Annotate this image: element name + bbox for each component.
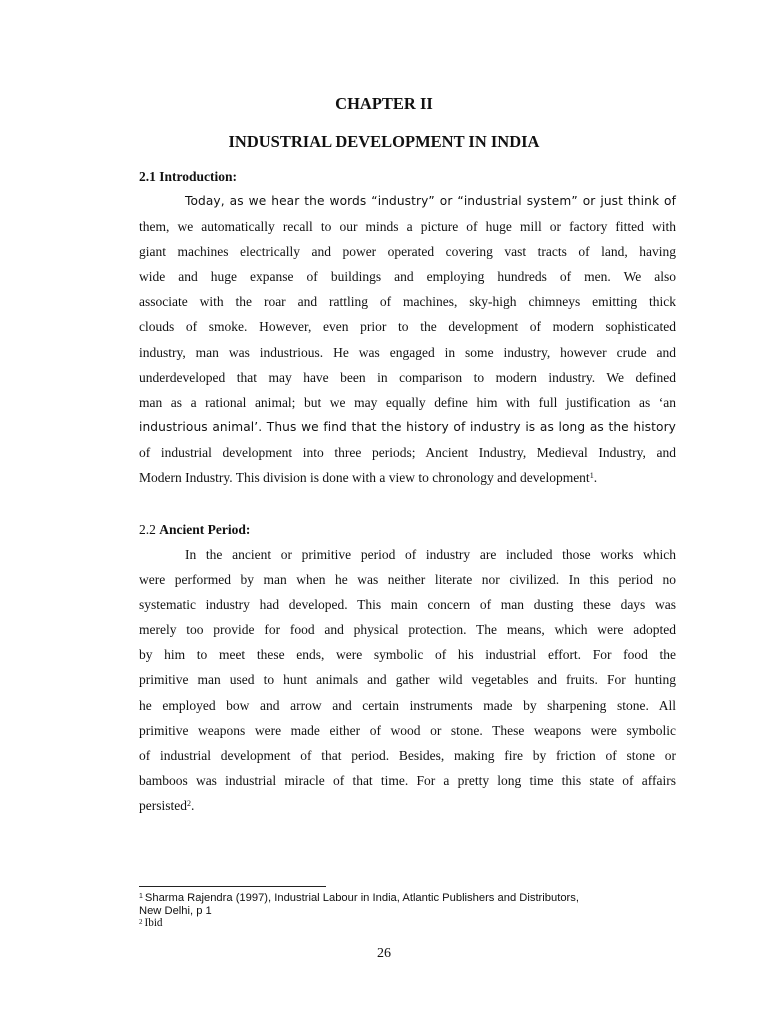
footnote-number: 2 (139, 918, 143, 926)
text-line: of industrial development into three periods; Ancient Industry, Medieval Industry, and (139, 444, 676, 460)
text-line: primitive weapons were made either of wood or stone. These weapons were symbolic (139, 722, 676, 738)
section-ancient-period (139, 517, 676, 818)
section-heading (139, 517, 676, 542)
text-line: primitive man used to hunt animals and gather wild vegetables and fruits. For hunting (139, 672, 676, 688)
section-heading (139, 164, 676, 189)
footnote-number: 1 (139, 893, 143, 900)
footnote-1 (139, 892, 679, 905)
paragraph (139, 189, 676, 490)
chapter-label: CHAPTER II (335, 94, 433, 113)
text-line: man as a rational animal; but we may equally define him with full justification as ‘an (139, 394, 676, 410)
text-line-last (139, 793, 676, 818)
text-line: bamboos was industrial miracle of that time. For a pretty long time this state of affairs (139, 772, 676, 788)
footnote-text: New Delhi, p 1 (139, 904, 212, 917)
footnote-2 (139, 917, 679, 930)
footnote-text: Sharma Rajendra (1997), Industrial Labour in India, Atlantic Publishers and Distributors, (144, 892, 579, 904)
text-line: wide and huge expanse of buildings and employing hundreds of men. We also (139, 269, 676, 285)
text-line-content: Modern Industry. This division is done with a view to chronology and development (139, 470, 590, 486)
footnote-ref[interactable]: 2 (187, 798, 191, 808)
text-line: of industrial development of that period. Besides, making fire by friction of stone or (139, 747, 676, 763)
page-number: 26 (377, 946, 391, 961)
text-line: by him to meet these ends, were symbolic of his industrial effort. For food the (139, 647, 676, 663)
footnote-divider (139, 886, 326, 887)
section-title: Introduction: (159, 169, 238, 184)
text-line-last (139, 465, 676, 490)
text-line-content: persisted (139, 797, 187, 813)
text-line: industrious animal’. Thus we find that the history of industry is as long as the history (139, 419, 676, 434)
text-line: underdeveloped that may have been in comparison to modern industry. We defined (139, 369, 676, 385)
line-end: . (593, 470, 598, 486)
footnote-text: Ibid (144, 917, 163, 929)
line-end: . (191, 797, 195, 813)
text-line: In the ancient or primitive period of industry are included those works which (185, 547, 676, 562)
text-line: he employed bow and arrow and certain instruments made by sharpening stone. All (139, 697, 676, 713)
text-line: were performed by man when he was neither literate nor civilized. In this period no (139, 572, 676, 588)
paragraph (139, 542, 676, 818)
section-title: Ancient Period: (159, 522, 251, 537)
text-line: Today, as we hear the words “industry” or “industrial system” or just think of (185, 194, 676, 208)
section-number: 2.1 (139, 169, 156, 184)
text-line: them, we automatically recall to our minds a picture of huge mill or factory fitted with (139, 219, 676, 235)
section-number: 2.2 (139, 522, 156, 537)
text-line: associate with the roar and rattling of machines, sky-high chimneys emitting thick (139, 294, 676, 310)
text-line: merely too provide for food and physical protection. The means, which were adopted (139, 622, 676, 638)
chapter-title: INDUSTRIAL DEVELOPMENT IN INDIA (228, 132, 540, 151)
text-line: clouds of smoke. However, even prior to the development of modern sophisticated (139, 319, 676, 335)
footnotes (139, 892, 679, 930)
footnote-ref[interactable]: 1 (589, 471, 594, 481)
section-introduction (139, 164, 676, 490)
text-line: giant machines electrically and power operated covering vast tracts of land, having (139, 244, 676, 260)
text-line: systematic industry had developed. This main concern of man dusting these days was (139, 597, 676, 613)
text-line: industry, man was industrious. He was engaged in some industry, however crude and (139, 344, 676, 360)
footnote-1-continued (139, 905, 679, 918)
